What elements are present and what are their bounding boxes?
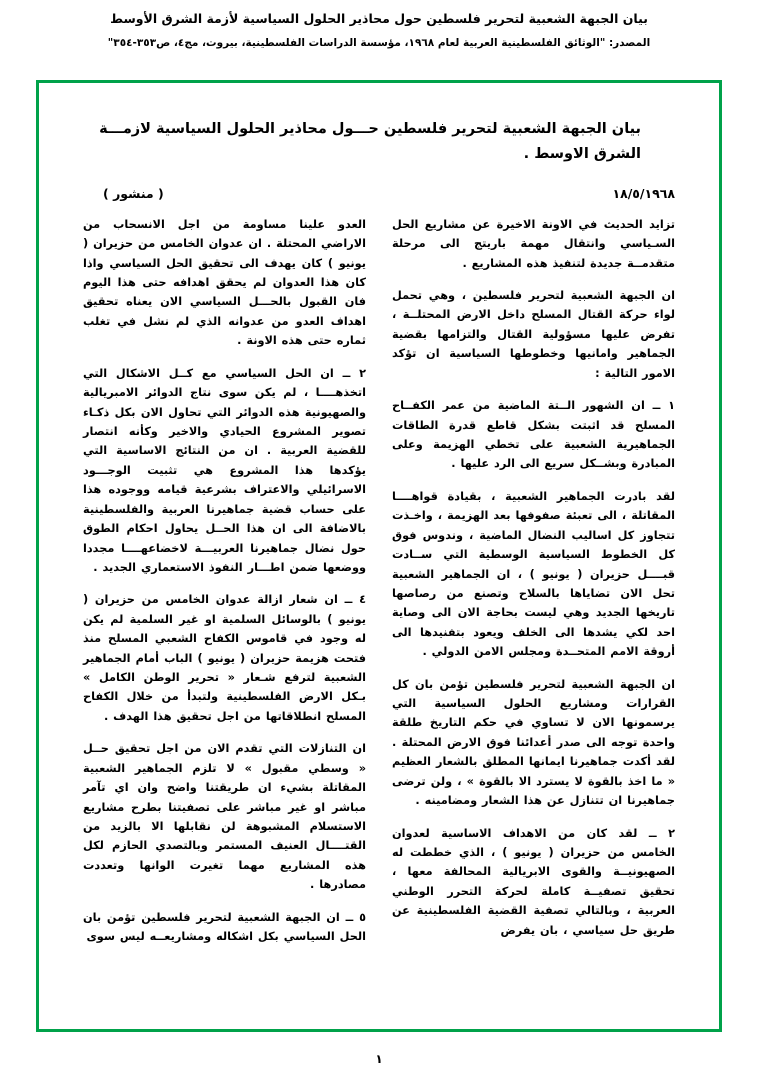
header-source: المصدر: "الوثائق الفلسطينية العربية لعام ١٩٦٨، مؤسسة الدراسات الفلسطينية، بيروت، مج٤، ص٣٥٣-٣٥٤" <box>107 36 651 49</box>
paragraph: العدو علينا مساومة من اجل الانسحاب من الاراضي المحتلة . ان عدوان الخامس من حزيران ( يونيو ) كان يهدف الى تحقيق الحل السياسي واذا كان هذا العدوان لم يحقق اهدافه حتى هذا اليوم فان القبول بالحـــل السياسي الان يعناه تحقيق اهداف العدو من عدوانه الذي لم نشل في تغلب ثماره حتى هذه الاونة . <box>83 217 366 348</box>
header-title: بيان الجبهة الشعبية لتحرير فلسطين حول محاذير الحلول السياسية لأزمة الشرق الأوسط <box>110 11 648 26</box>
document-header <box>0 0 758 49</box>
green-border-frame <box>36 80 722 1032</box>
paragraph: ان التنازلات التي تقدم الان من اجل تحقيق حــل « وسطي مقبول » لا تلزم الجماهير الشعبية المقاتلة بشيء ان طريقتنا واضح وان اي تآمر مباشر او غير مباشر على تصفيتنا بطرح مشاريع الاستسلام المشبوهة لن نقابلها الا بالزيد من القتــــال العنيف المستمر وبالتصدي الحازم لكل هذه المشاريع مهما تغيرت الوانها وتعددت مصادرها . <box>83 742 366 892</box>
article-title: بيان الجبهة الشعبية لتحرير فلسطين حـــول محاذير الحلول السياسية لازمـــة الشرق الاوسط . <box>99 121 641 163</box>
two-column-layout <box>83 215 675 960</box>
paragraph: ان الجبهة الشعبية لتحرير فلسطين ، وهي تحمل لواء حركة القتال المسلح داخل الارض المحتلــة ، تفرض عليها مسؤولية القتال والتزامها بقضية الجماهير وامانيها وخطوطها السياسية ان تؤكد الامور التالية : <box>392 289 675 380</box>
right-column <box>392 215 675 960</box>
paragraph: ١ ــ ان الشهور الــتة الماضية من عمر الكفــاح المسلح قد اثبتت بشكل قاطع قدرة الطاقات الجماهيرية الشعبية على تخطي الهزيمة وعلى المبادرة وبشــكل سريع الى الرد عليها . <box>392 399 675 471</box>
left-column <box>83 215 366 960</box>
paragraph: لقد بادرت الجماهير الشعبية ، بقيادة قواهــــا المقاتلة ، الى تعبئة صفوفها بعد الهزيمة ، واخـذت تتجاوز كل اساليب النضال الماضية ، وندوس فوق كل الخطوط السياسية الوسطية التي ســادت قبــــل حزيران ( يونيو ) ، ان الجماهير الشعبية تحل الان تضاياها بالسلاح وتصنع من رصاصها تاريخها الجديد وهي ليست بحاجة الان الى وصاية احد لكي يشدها الى الخلف ويعود بتفنيدها الى أروقة الامم المتحــدة ومجلس الامن الدولي . <box>392 489 675 659</box>
paragraph: ٥ ــ ان الجبهة الشعبية لتحرير فلسطين تؤمن بان الحل السياسي بكل اشكاله ومشاريعــه ليس سوى <box>83 910 366 944</box>
article-note: ( منشور ) <box>103 185 164 201</box>
article-meta <box>83 186 675 201</box>
paragraph: ان الجبهة الشعبية لتحرير فلسطين تؤمن بان كل القرارات ومشاريع الحلول السياسية التي يرسمونها الان لا تساوي في حكم التاريخ طلقة واحدة توجه الى صدر أعدائنا فوق الارض المحتلة . لقد أكدت جماهيرنا ايمانها المطلق بالشعار العظيم « ما اخذ بالقوة لا يسترد الا بالقوة » ، ولن ترضى جماهيرنا ان تتنازل عن هذا الشعار ومضامينه . <box>392 677 675 808</box>
paragraph: ٢ ــ ان الحل السياسي مع كــل الاشكال التي اتخذهــــا ، لم يكن سوى نتاج الدوائر الامبريالية والصهيونية هذه الدوائر التي تحاول الان بكل ذكـاء تصوير المشروع الحيادي والاخير وكأنه انتصار للقضية العربية . ان من النتائج الاساسية التي يؤكدها هذا المشروع هي تثبيت الوجـــود الاسرائيلي والاعتراف بشرعية قيامه ووجوده هذا على حساب قضية جماهيرنا العربية والفلسطينية بالاضافة الى ان هذا الحــل يحاول احكام الطوق حول نضال جماهيرنا العربيـــة لاخضاعهــــا مجددا ووضعها ضمن اطـــار النفوذ الاستعماري الجديد . <box>83 366 366 574</box>
paragraph: ٤ ــ ان شعار ازالة عدوان الخامس من حزيران ( يونيو ) بالوسائل السلمية او غير السلمية لم يكن له وجود في قاموس الكفاح الشعبي المسلح منذ فتحت هزيمة حزيران ( يونيو ) الباب أمام الجماهير الشعبية لترفع شـعار « تحرير الوطن الكامل » بـكل الارض الفلسطينية ولتبدأ من خلال الكفاح المسلح انطلاقاتها من اجل تحقيق هذا الهدف . <box>83 593 366 723</box>
document-body <box>39 83 719 1029</box>
article-date: ١٨/٥/١٩٦٨ <box>612 185 675 201</box>
paragraph: ٢ ــ لقد كان من الاهداف الاساسية لعدوان الخامس من حزيران ( يونيو ) ، الذي خططت له الصهيونيــة والقوى الابريالية المحالفة معها ، تحقيق تصفيــة كاملة لحركة التحرر الوطني العربية ، وبالتالي تصفية القضية الفلسطينية عن طريق حل سياسي ، بان يفرض <box>392 826 675 937</box>
page-number: ١ <box>375 1052 383 1066</box>
paragraph: تزايد الحديث في الاونة الاخيرة عن مشاريع الحل السـياسي وانتقال مهمة باريتج الى مرحلة متقدمــة جديدة لتنفيذ هذه المشاريع . <box>392 217 675 270</box>
